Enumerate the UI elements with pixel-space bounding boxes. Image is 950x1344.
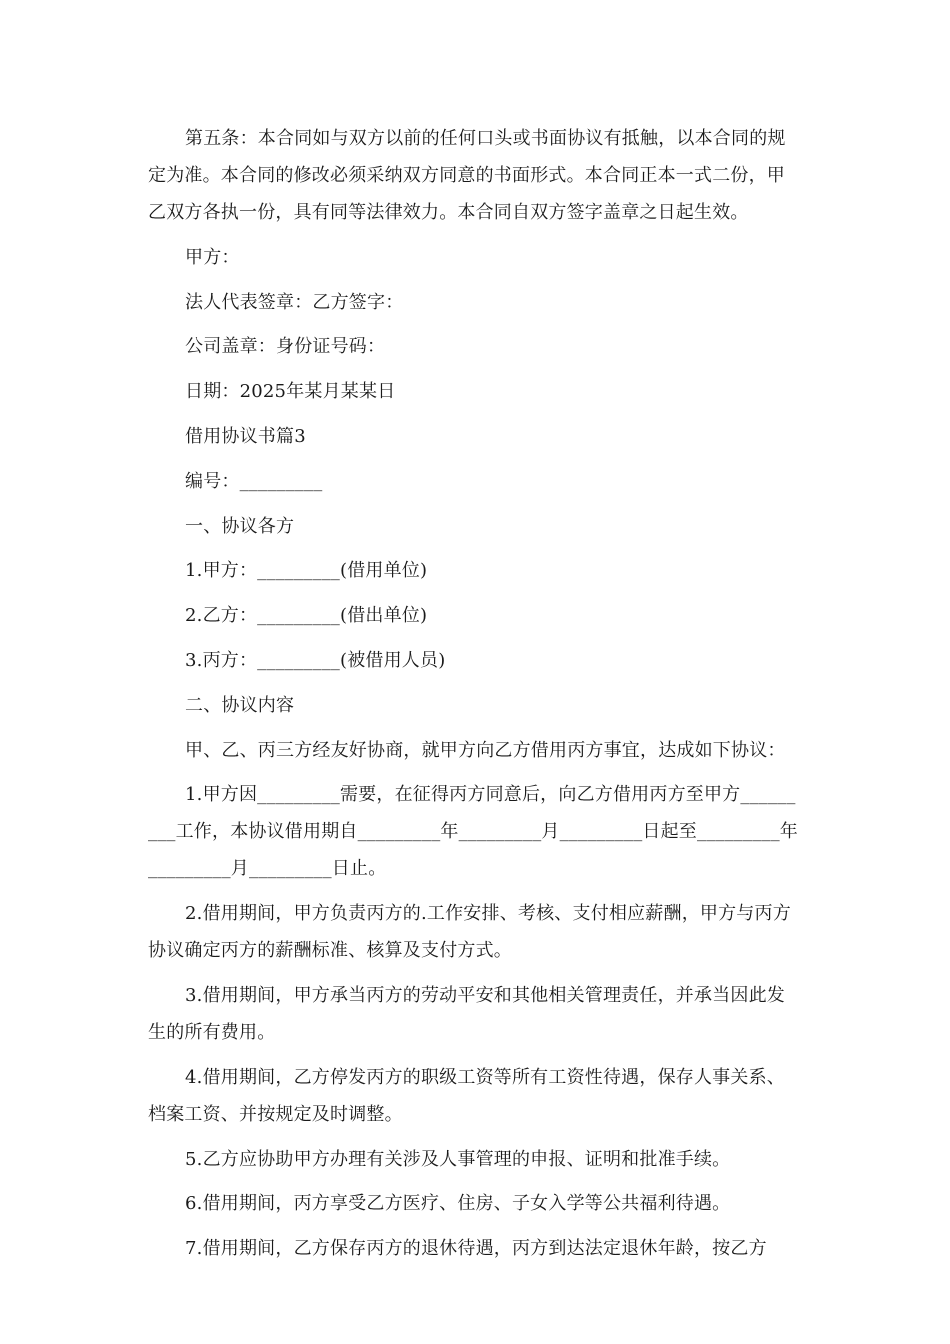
party-a-line: 甲方： [185, 246, 240, 268]
party-b-item: 2.乙方：_________(借出单位) [185, 605, 428, 627]
heading-content: 二、协议内容 [185, 694, 295, 716]
clause-5: 5.乙方应协助甲方办理有关涉及人事管理的申报、证明和批准手续。 [185, 1148, 731, 1170]
clause-five-paragraph: 第五条：本合同如与双方以前的任何口头或书面协议有抵触，以本合同的规定为准。本合同的修改必须采纳双方同意的书面形式。本合同正本一式二份，甲乙双方各执一份，具有同等法律效力。本合同自双方签字盖章之日起生效。 [148, 128, 786, 223]
intro-paragraph: 甲、乙、丙三方经友好协商，就甲方向乙方借用丙方事宜，达成如下协议： [185, 739, 786, 761]
clause-1: 1.甲方因_________需要，在征得丙方同意后，向乙方借用丙方至甲方_________工作，本协议借用期自_________年_________月_________日起至_________年_________月_________日止。 [148, 784, 798, 880]
clause-2: 2.借用期间，甲方负责丙方的.工作安排、考核、支付相应薪酬，甲方与丙方协议确定丙方的薪酬标准、核算及支付方式。 [148, 903, 791, 962]
clause-4: 4.借用期间，乙方停发丙方的职级工资等所有工资性待遇，保存人事关系、档案工资、并按规定及时调整。 [148, 1066, 785, 1125]
clause-6: 6.借用期间，丙方享受乙方医疗、住房、子女入学等公共福利待遇。 [185, 1193, 731, 1215]
clause-7: 7.借用期间，乙方保存丙方的退休待遇，丙方到达法定退休年龄，按乙方 [185, 1238, 767, 1260]
document-page [148, 120, 798, 1267]
signature-line: 法人代表签章：乙方签字： [185, 291, 404, 313]
seal-id-line: 公司盖章：身份证号码： [185, 336, 386, 358]
date-line: 日期：2025年某月某某日 [185, 381, 396, 403]
party-a-item: 1.甲方：_________(借用单位) [185, 560, 428, 582]
party-c-item: 3.丙方：_________(被借用人员) [185, 649, 446, 671]
serial-number-line: 编号：_________ [185, 470, 323, 492]
heading-parties: 一、协议各方 [185, 515, 295, 537]
section-title: 借用协议书篇3 [185, 425, 306, 447]
clause-3: 3.借用期间，甲方承当丙方的劳动平安和其他相关管理责任，并承当因此发生的所有费用。 [148, 984, 785, 1043]
